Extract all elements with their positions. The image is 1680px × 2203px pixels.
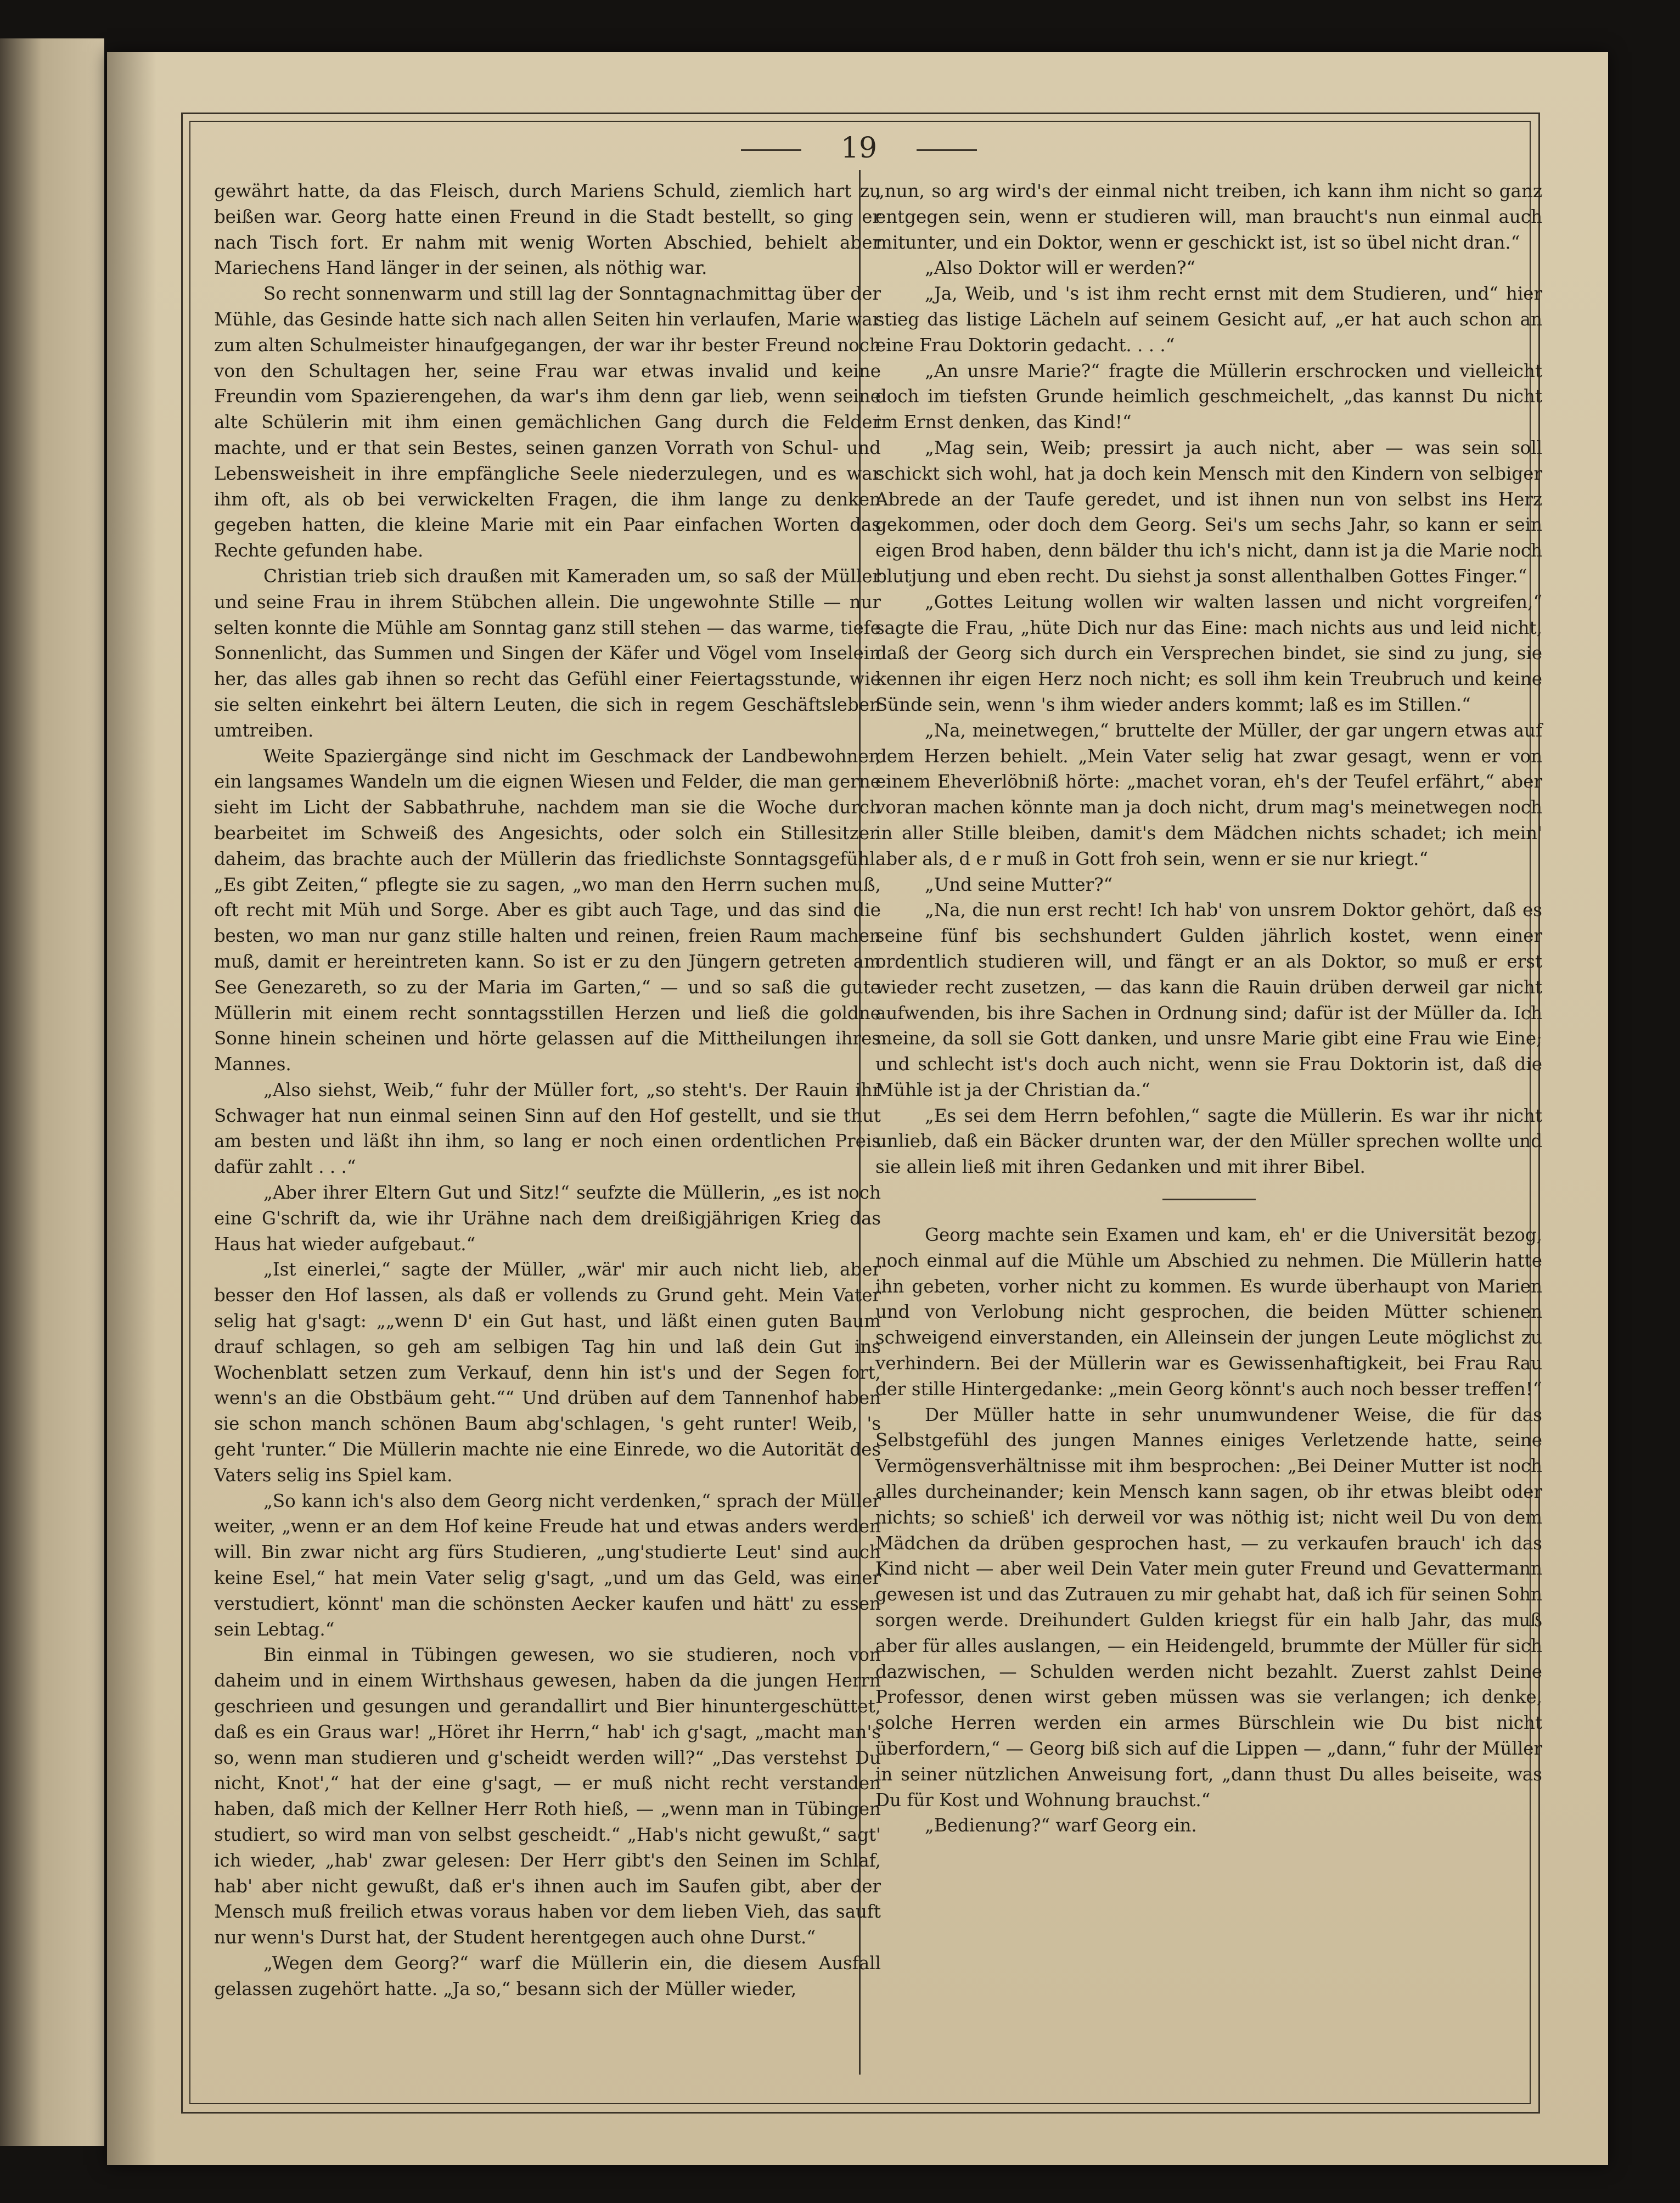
paragraph: „So kann ich's also dem Georg nicht verdenken,“ sprach der Müller weiter, „wenn er an dem Hof keine Freude hat und etwas anders werden will. Bin zwar nicht arg fürs Studieren, „ung'studierte Leut' sind auch keine Esel,“ hat mein Vater selig g'sagt, „und um das Geld, was einer verstudiert, könnt' man die schönsten Aecker kaufen und hätt' zu essen sein Lebtag.“	[214, 1490, 881, 1640]
paragraph: „Also siehst, Weib,“ fuhr der Müller fort, „so steht's. Der Rauin ihr Schwager hat nun einmal seinen Sinn auf den Hof gestellt, und sie thut am besten und läßt ihn ihm, so lang er noch einen ordentlichen Preis dafür zahlt . . .“	[214, 1079, 881, 1178]
paragraph: „Also Doktor will er werden?“	[925, 257, 1196, 279]
paragraph: „Ja, Weib, und 's ist ihm recht ernst mit dem Studieren, und“ hier stieg das listige Lächeln auf seinem Gesicht auf, „er hat auch schon an eine Frau Doktorin gedacht. . . .“	[875, 283, 1542, 356]
section-divider	[1162, 1199, 1256, 1200]
paragraph: „Und seine Mutter?“	[925, 874, 1113, 895]
paragraph: „Na, meinetwegen,“ bruttelte der Müller, der gar ungern etwas auf dem Herzen behielt. „Mein Vater selig hat zwar gesagt, wenn er von einem Eheverlöbniß hörte: „machet voran, eh's der Teufel erfährt,“ aber voran machen könnte man ja doch nicht, drum mag's meinetwegen noch in aller Stille bleiben, damit's dem Mädchen nichts schadet; ich mein' aber als, d e r muß in Gott froh sein, wenn er sie nur kriegt.“	[875, 720, 1542, 869]
paragraph: „An unsre Marie?“ fragte die Müllerin erschrocken und vielleicht doch im tiefsten Grunde heimlich geschmeichelt, „das kannst Du nicht im Ernst denken, das Kind!“	[875, 360, 1542, 433]
paragraph: „nun, so arg wird's der einmal nicht treiben, ich kann ihm nicht so ganz entgegen sein, wenn er studieren will, man braucht's nun einmal auch mitunter, und ein Doktor, wenn er geschickt ist, ist so übel nicht dran.“	[875, 181, 1542, 253]
paragraph: „Aber ihrer Eltern Gut und Sitz!“ seufzte die Müllerin, „es ist noch eine G'schrift da, wie ihr Urähne nach dem dreißigjährigen Krieg das Haus hat wieder aufgebaut.“	[214, 1182, 881, 1255]
paragraph: „Gottes Leitung wollen wir walten lassen und nicht vorgreifen,“ sagte die Frau, „hüte Dich nur das Eine: mach nichts aus und leid nicht, daß der Georg sich durch ein Versprechen bindet, sie sind zu jung, sie kennen ihr eigen Herz noch nicht; es soll ihm kein Treubruch und keine Sünde sein, wenn 's ihm wieder anders kommt; laß es im Stillen.“	[875, 591, 1542, 715]
paragraph: Christian trieb sich draußen mit Kameraden um, so saß der Müller und seine Frau in ihrem Stübchen allein. Die ungewohnte Stille — nur selten konnte die Mühle am Sonntag ganz still stehen — das warme, tiefe Sonnenlicht, das Summen und Singen der Käfer und Vögel vom Inselein her, das alles gab ihnen so recht das Gefühl einer Feiertagsstunde, wie sie selten einkehrt bei ältern Leuten, die sich in regem Geschäftsleben umtreiben.	[214, 565, 881, 741]
page-number-rule-right	[917, 149, 977, 151]
right-column	[875, 178, 1542, 1839]
paragraph: Georg machte sein Examen und kam, eh' er die Universität bezog, noch einmal auf die Mühle um Abschied zu nehmen. Die Müllerin hatte ihn gebeten, vorher nicht zu kommen. Es wurde überhaupt von Marien und von Verlobung nicht gesprochen, die beiden Mütter schienen schweigend einverstanden, ein Alleinsein der jungen Leute möglichst zu verhindern. Bei der Müllerin war es Gewissenhaftigkeit, bei Frau Rau der stille Hintergedanke: „mein Georg könnt's auch noch besser treffen!“	[875, 1224, 1542, 1400]
book-page	[107, 52, 1608, 2165]
paragraph: Der Müller hatte in sehr unumwundener Weise, die für das Selbstgefühl des jungen Mannes einiges Verletzende hatte, seine Vermögensverhältnisse mit ihm besprochen: „Bei Deiner Mutter ist noch alles durcheinander; kein Mensch kann sagen, ob ihr etwas bleibt oder nichts; so schieß' ich derweil vor was nöthig ist; nicht weil Du von dem Mädchen da drüben gesprochen hast, — zu verkaufen brauch' ich das Kind nicht — aber weil Dein Vater mein guter Freund und Gevattermann gewesen ist und das Zutrauen zu mir gehabt hat, daß ich für seinen Sohn sorgen werde. Dreihundert Gulden kriegst für ein halb Jahr, das muß aber für alles auslangen, — ein Heidengeld, brummte der Müller für sich dazwischen, — Schulden werden nicht bezahlt. Zuerst zahlst Deine Professor, denen wirst geben müssen was sie verlangen; ich denke, solche Herren werden ein armes Bürschlein wie Du bist nicht überfordern,“ — Georg biß sich auf die Lippen — „dann,“ fuhr der Müller in seiner nützlichen Anweisung fort, „dann thust Du alles beiseite, was Du für Kost und Wohnung brauchst.“	[875, 1404, 1542, 1811]
paragraph: „Wegen dem Georg?“ warf die Müllerin ein, die diesem Ausfall gelassen zugehört hatte. „Ja so,“ besann sich der Müller wieder,	[214, 1952, 881, 1999]
paragraph: Bin einmal in Tübingen gewesen, wo sie studieren, noch von daheim und in einem Wirthshaus gewesen, haben da die jungen Herrn geschrieen und gesungen und gerandallirt und Bier hinuntergeschüttet, daß es ein Graus war! „Höret ihr Herrn,“ hab' ich g'sagt, „macht man's so, wenn man studieren und g'scheidt werden will?“ „Das verstehst Du nicht, Knot',“ hat der eine g'sagt, — er muß nicht recht verstanden haben, daß mich der Kellner Herr Roth hieß, — „wenn man in Tübingen studiert, so wird man von selbst gescheidt.“ „Hab's nicht gewußt,“ sagt' ich wieder, „hab' zwar gelesen: Der Herr gibt's den Seinen im Schlaf, hab' aber nicht gewußt, daß er's ihnen auch im Saufen gibt, aber der Mensch muß freilich etwas voraus haben vor dem lieben Vieh, das sauft nur wenn's Durst hat, der Student herentgegen auch ohne Durst.“	[214, 1644, 881, 1948]
paragraph: „Na, die nun erst recht! Ich hab' von unsrem Doktor gehört, daß es seine fünf bis sechshundert Gulden jährlich kostet, wenn einer ordentlich studieren will, und fängt er an als Doktor, so muß er erst wieder recht zusetzen, — das kann die Rauin drüben derweil gar nicht aufwenden, bis ihre Sachen in Ordnung sind; dafür ist der Müller da. Ich meine, da soll sie Gott danken, und unsre Marie gibt eine Frau wie Eine; und schlecht ist's doch auch nicht, wenn sie Frau Doktorin ist, daß die Mühle ist ja der Christian da.“	[875, 900, 1542, 1100]
paragraph: So recht sonnenwarm und still lag der Sonntagnachmittag über der Mühle, das Gesinde hatte sich nach allen Seiten hin verlaufen, Marie war zum alten Schulmeister hinaufgegangen, der war ihr bester Freund noch von den Schultagen her, seine Frau war etwas invalid und keine Freundin vom Spazierengehen, da war's ihm denn gar lieb, wenn seine alte Schülerin mit ihm einen gemächlichen Gang durch die Felder machte, und er that sein Bestes, seinen ganzen Vorrath von Schul- und Lebensweisheit in ihre empfängliche Seele niederzulegen, und es war ihm oft, als ob bei verwickelten Fragen, die ihm lange zu denken gegeben hatten, die kleine Marie mit ein Paar einfachen Worten das Rechte gefunden habe.	[214, 283, 881, 561]
gutter-shadow	[107, 52, 156, 2165]
page-number: 19	[840, 132, 878, 165]
paragraph: „Es sei dem Herrn befohlen,“ sagte die Müllerin. Es war ihr nicht unlieb, daß ein Bäcker drunten war, der den Müller sprechen wollte und sie allein ließ mit ihren Gedanken und mit ihrer Bibel.	[875, 1105, 1542, 1178]
page-number-rule-left	[741, 149, 801, 151]
previous-page-edge	[0, 38, 104, 2146]
left-column	[214, 178, 881, 2002]
paragraph: „Bedienung?“ warf Georg ein.	[925, 1815, 1197, 1836]
paragraph: „Ist einerlei,“ sagte der Müller, „wär' mir auch nicht lieb, aber besser den Hof lassen, als daß er vollends zu Grund geht. Mein Vater selig hat g'sagt: „„wenn D' ein Gut hast, und läßt einen guten Baum drauf schlagen, so geh am selbigen Tag hin und laß dein Gut ins Wochenblatt setzen zum Verkauf, denn hin ist's und der Segen fort, wenn's an die Obstbäum geht.““ Und drüben auf dem Tannenhof haben sie schon manch schönen Baum abg'schlagen, 's geht runter! Weib, 's geht 'runter.“ Die Müllerin machte nie eine Einrede, wo die Autorität des Vaters selig ins Spiel kam.	[214, 1259, 881, 1486]
paragraph: „Mag sein, Weib; pressirt ja auch nicht, aber — was sein soll schickt sich wohl, hat ja doch kein Mensch mit den Kindern von selbiger Abrede an der Taufe geredet, und ist ihnen nun von selbst ins Herz gekommen, oder doch dem Georg. Sei's um sechs Jahr, so kann er sein eigen Brod haben, denn bälder thu ich's nicht, dann ist ja die Marie noch blutjung und eben recht. Du siehst ja sonst allenthalben Gottes Finger.“	[875, 437, 1542, 587]
paragraph: Weite Spaziergänge sind nicht im Geschmack der Landbewohner, ein langsames Wandeln um die eignen Wiesen und Felder, die man gerne sieht im Licht der Sabbathruhe, nachdem man sie die Woche durch bearbeitet im Schweiß des Angesichts, oder solch ein Stillesitzen daheim, das brachte auch der Müllerin das friedlichste Sonntagsgefühl. „Es gibt Zeiten,“ pflegte sie zu sagen, „wo man den Herrn suchen muß, oft recht mit Müh und Sorge. Aber es gibt auch Tage, und das sind die besten, wo man nur ganz stille halten und reinen, freien Raum machen muß, damit er hereintreten kann. So ist er zu den Jüngern getreten am See Genezareth, so zu der Maria im Garten,“ — und so saß die gute Müllerin mit einem recht sonntagsstillen Herzen und ließ die goldne Sonne hinein scheinen und hörte gelassen auf die Mittheilungen ihres Mannes.	[214, 745, 881, 1075]
paragraph: gewährt hatte, da das Fleisch, durch Mariens Schuld, ziemlich hart zu beißen war. Georg hatte einen Freund in die Stadt bestellt, so ging er nach Tisch fort. Er nahm mit wenig Worten Abschied, behielt aber Mariechens Hand länger in der seinen, als nöthig war.	[214, 181, 881, 279]
